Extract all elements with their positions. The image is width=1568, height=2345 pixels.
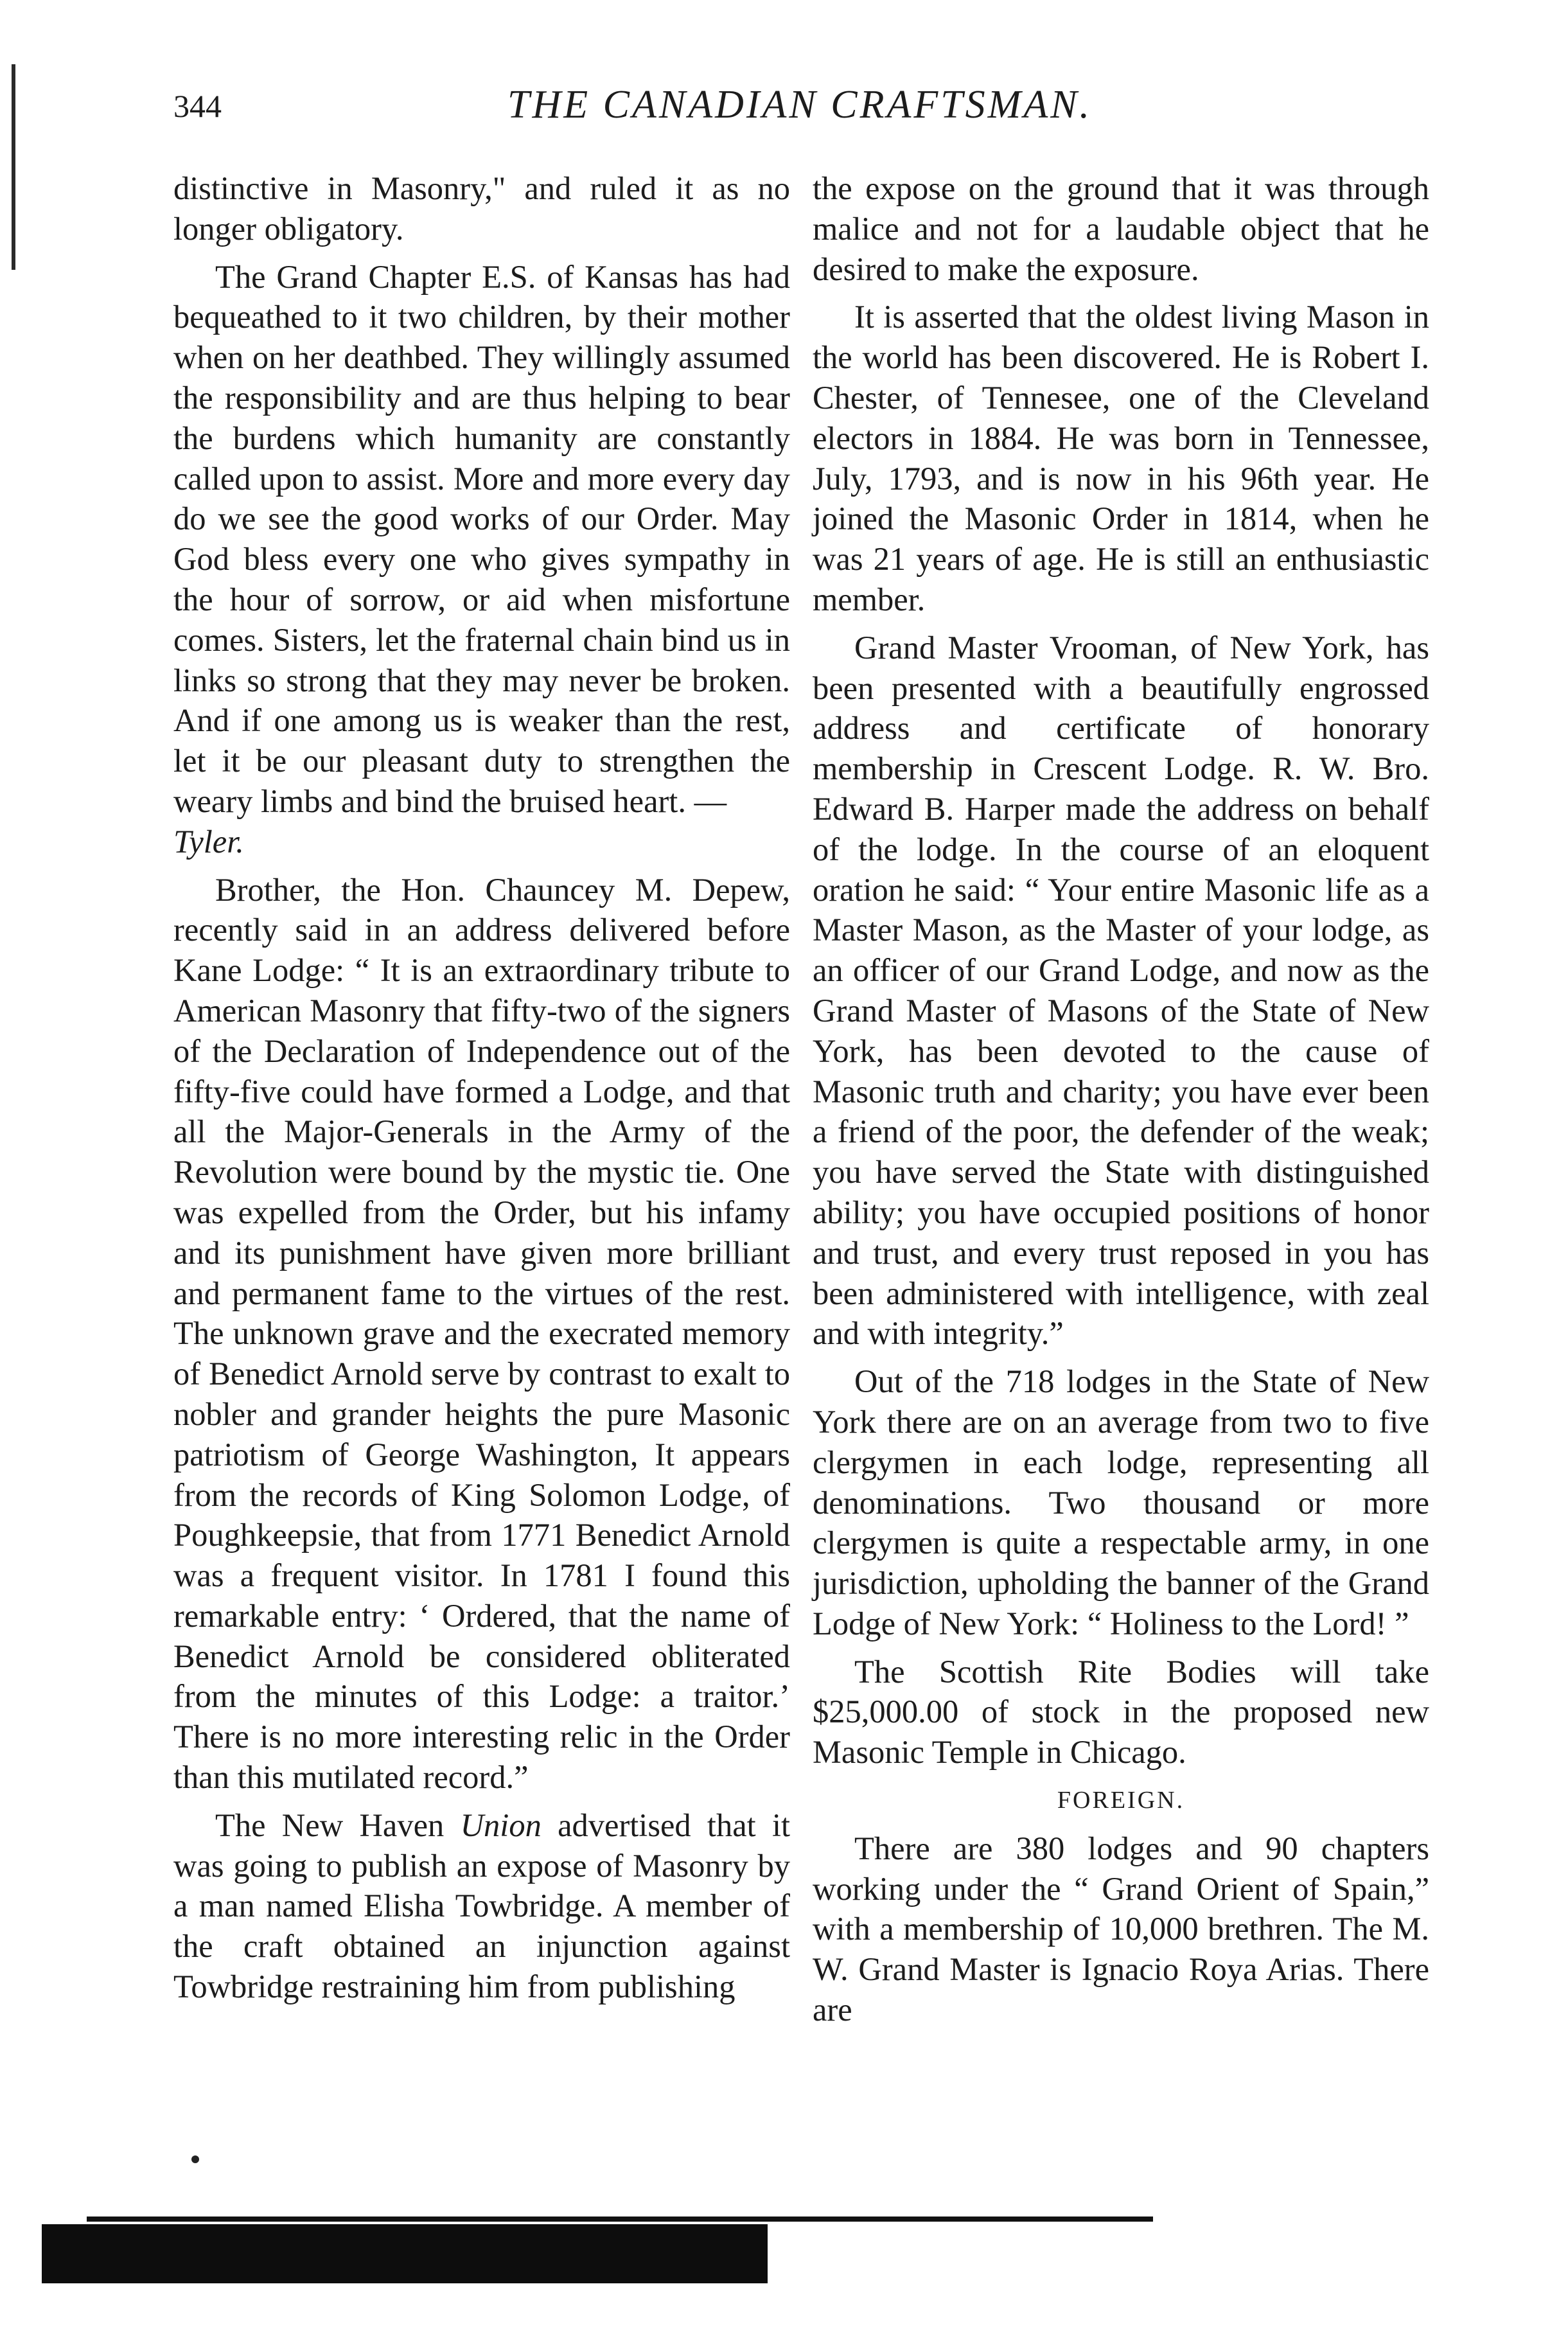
right-column bbox=[813, 168, 1429, 2038]
new-haven-text-b: advertised that it was going to publish an expose of Masonry by a man named Elisha Towbridge. A member of the craft obtained an injunction against Towbridge restraining him from publishing bbox=[173, 1807, 791, 2005]
new-haven-text-a: The New Haven bbox=[215, 1807, 445, 1843]
paragraph-new-haven-union bbox=[173, 1805, 790, 2007]
footer-dot bbox=[191, 2155, 199, 2163]
union-newspaper-title: Union bbox=[460, 1807, 542, 1843]
page-edge-mark bbox=[12, 64, 15, 270]
paragraph-oldest-mason: It is asserted that the oldest living Mason in the world has been discovered. He is Robert I. Chester, of Tennesee, one of the Cleveland electors in 1884. He was born in Tennessee, July, 1793, and is now in his 96th year. He joined the Masonic Order in 1814, when he was 21 years of age. He is still an enthusiastic member. bbox=[813, 299, 1429, 617]
footer-rule bbox=[87, 2217, 1153, 2222]
section-heading-foreign: FOREIGN. bbox=[1057, 1787, 1185, 1814]
paragraph-scottish-rite: The Scottish Rite Bodies will take $25,000.00 of stock in the proposed new Masonic Temple in Chicago. bbox=[813, 1653, 1429, 1771]
left-column bbox=[173, 168, 790, 2015]
paragraph-kansas-chapter bbox=[173, 257, 790, 862]
tyler-signature: Tyler. bbox=[173, 823, 244, 860]
page-number: 344 bbox=[173, 88, 222, 124]
kansas-chapter-text: The Grand Chapter E.S. of Kansas has had bequeathed to it two children, by their mother when on her deathbed. They willingly assumed the responsibility and are thus helping to bear the burdens which humanity are constantly called upon to assist. More and more every day do we see the good works of our Order. May God bless every one who gives sympathy in the hour of sorrow, or aid when misfortune comes. Sisters, let the fraternal chain bind us in links so strong that they may never be broken. And if one among us is weaker than the rest, let it be our pleasant duty to strengthen the weary limbs and bind the bruised heart. — bbox=[173, 258, 790, 819]
paragraph-depew-address: Brother, the Hon. Chauncey M. Depew, recently said in an address delivered before Kane Lodge: “ It is an extraordinary tribute to American Masonry that fifty-two of the signers of the Declaration of Independence out of the fifty-five could have formed a Lodge, and that all the Major-Generals in the Army of the Revolution were bound by the mystic tie. One was expelled from the Order, but his infamy and its punishment have given more brilliant and permanent fame to the virtues of the rest. The unknown grave and the execrated memory of Benedict Arnold serve by contrast to exalt to nobler and grander heights the pure Masonic patriotism of George Washington, It appears from the records of King Solomon Lodge, of Poughkeepsie, that from 1771 Benedict Arnold was a frequent visitor. In 1781 I found this remarkable entry: ‘ Ordered, that the name of Benedict Arnold be considered obliterated from the minutes of this Lodge: a traitor.’ There is no more interesting relic in the Order than this mutilated record.” bbox=[173, 871, 790, 1796]
paragraph-expose-continued: the expose on the ground that it was through malice and not for a laudable object that he desired to make the exposure. bbox=[813, 170, 1429, 287]
scan-edge-bar bbox=[42, 2224, 768, 2283]
running-title: THE CANADIAN CRAFTSMAN. bbox=[507, 83, 1093, 127]
paragraph-grand-orient-spain: There are 380 lodges and 90 chapters working under the “ Grand Orient of Spain,” with a membership of 10,000 brethren. The M. W. Grand Master is Ignacio Roya Arias. There are bbox=[813, 1830, 1429, 2028]
paragraph-clergymen: Out of the 718 lodges in the State of New York there are on an average from two to five clergymen in each lodge, representing all denominations. Two thousand or more clergymen is quite a respectable army, in one jurisdiction, upholding the banner of the Grand Lodge of New York: “ Holiness to the Lord! ” bbox=[813, 1363, 1429, 1642]
paragraph-vrooman-address: Grand Master Vrooman, of New York, has been presented with a beautifully engrossed address and certificate of honorary membership in Crescent Lodge. R. W. Bro. Edward B. Harper made the address on behalf of the lodge. In the course of an eloquent oration he said: “ Your entire Masonic life as a Master Mason, as the Master of your lodge, as an officer of our Grand Lodge, and now as the Grand Master of Masons of the State of New York, has been devoted to the cause of Masonic truth and charity; you have ever been a friend of the poor, the defender of the weak; you have served the State with distinguished ability; you have occupied positions of honor and trust, and every trust reposed in you has been administered with intelligence, with zeal and with integrity.” bbox=[813, 629, 1429, 1352]
page-header bbox=[173, 82, 1407, 153]
paragraph-obligatory: distinctive in Masonry," and ruled it as no longer obligatory. bbox=[173, 170, 790, 247]
